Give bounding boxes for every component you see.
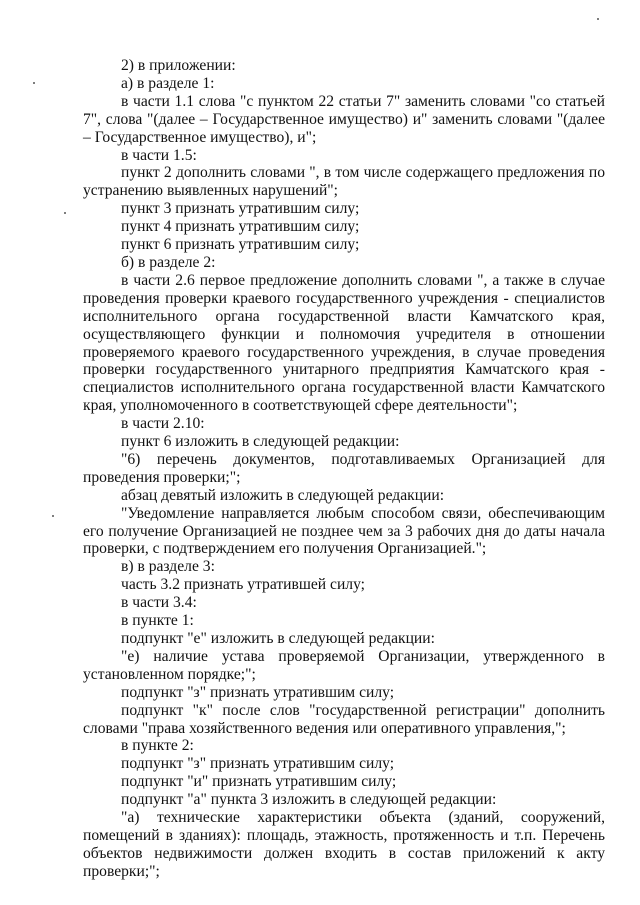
paragraph: в части 2.6 первое предложение дополнить словами ", а также в случае проведения проверки краевого государственного учреждения - специалистов исполнительного органа государственной власти Камчатского края, осуществляющего функции и полномочия учредителя в отношении проверяемого краевого государственного учреждения, в случае проведения проверки государственного унитарного предприятия Камчатского края - специалистов исполнительного органа государственной власти Камчатского края, уполномоченного в соответствующей сфере деятельности"; xyxy=(83,271,605,415)
scan-speck xyxy=(64,212,66,214)
paragraph: в части 1.1 слова "с пунктом 22 статьи 7" заменить словами "со статьей 7", слова "(далее – Государственное имущество) и" заменить словами "(далее – Государственное имущество), и"; xyxy=(83,92,605,146)
paragraph: подпункт "з" признать утратившим силу; xyxy=(121,755,395,773)
paragraph: подпункт "и" признать утратившим силу; xyxy=(121,773,397,791)
paragraph: в пункте 1: xyxy=(121,612,194,630)
paragraph: 2) в приложении: xyxy=(121,57,236,74)
paragraph: пункт 6 изложить в следующей редакции: xyxy=(121,433,400,451)
paragraph: а) в разделе 1: xyxy=(121,74,215,92)
scan-speck xyxy=(597,18,599,20)
paragraph: пункт 4 признать утратившим силу; xyxy=(121,218,360,236)
paragraph: в части 3.4: xyxy=(121,594,197,612)
paragraph: "е) наличие устава проверяемой Организации, утвержденного в установленном порядке;"; xyxy=(83,647,605,683)
scan-speck xyxy=(33,82,35,84)
paragraph: в части 2.10: xyxy=(121,415,205,433)
paragraph: в пункте 2: xyxy=(121,737,194,755)
paragraph: "а) технические характеристики объекта (зданий, сооружений, помещений в зданиях): площадь, этажность, протяженность и т.п. Перечень объектов недвижимости должен входить в состав приложений к акту проверки;"; xyxy=(83,809,605,880)
document-body xyxy=(83,57,605,881)
paragraph: абзац девятый изложить в следующей редакции: xyxy=(121,486,445,504)
paragraph: пункт 3 признать утратившим силу; xyxy=(121,200,360,218)
paragraph: подпункт "а" пункта 3 изложить в следующей редакции: xyxy=(121,791,497,809)
paragraph: "Уведомление направляется любым способом связи, обеспечивающим его получение Организацией не позднее чем за 3 рабочих дня до даты начала проверки, с подтверждением его получения Организацией."; xyxy=(83,504,605,558)
paragraph: подпункт "з" признать утратившим силу; xyxy=(121,683,395,701)
scan-speck xyxy=(52,515,54,517)
paragraph: пункт 6 признать утратившим силу; xyxy=(121,236,360,254)
paragraph: пункт 2 дополнить словами ", в том числе содержащего предложения по устранению выявленных нарушений"; xyxy=(83,164,605,200)
paragraph: в) в разделе 3: xyxy=(121,558,215,576)
paragraph: подпункт "е" изложить в следующей редакции: xyxy=(121,630,435,647)
paragraph: часть 3.2 признать утратившей силу; xyxy=(121,576,366,594)
paragraph: подпункт "к" после слов "государственной регистрации" дополнить словами "права хозяйственного ведения или оперативного управления,"; xyxy=(83,701,605,737)
paragraph: б) в разделе 2: xyxy=(121,253,216,271)
paragraph: "6) перечень документов, подготавливаемых Организацией для проведения проверки;"; xyxy=(83,450,605,486)
paragraph: в части 1.5: xyxy=(121,146,197,164)
